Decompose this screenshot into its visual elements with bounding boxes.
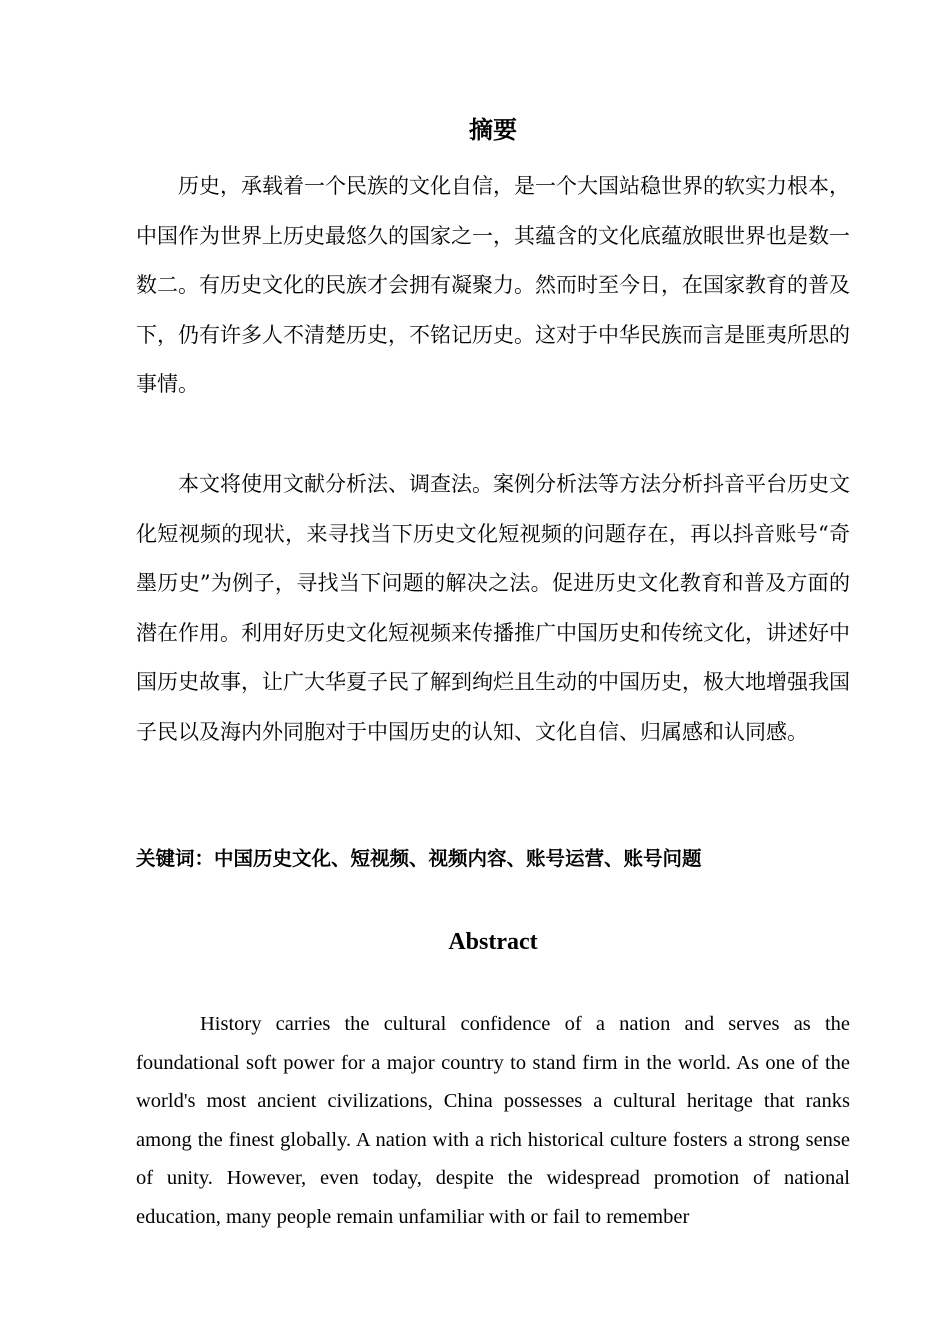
chinese-abstract-title: 摘要: [469, 116, 517, 144]
english-abstract-paragraph: History carries the cultural confidence of a nation and serves as the foundational soft power for a major country to stand firm in the world. As one of the world's most ancient civilizations, China possesses a cultural heritage that ranks among the finest globally. A nation with a rich historical culture fosters a strong sense of unity. However, even today, despite the widespread promotion of national education, many people remain unfamiliar with or fail to remember: [136, 1013, 850, 1228]
chinese-abstract-paragraph-2: 本文将使用文献分析法、调查法。案例分析法等方法分析抖音平台历史文化短视频的现状，来寻找当下历史文化短视频的问题存在，再以抖音账号“奇墨历史”为例子，寻找当下问题的解决之法。促进历史文化教育和普及方面的潜在作用。利用好历史文化短视频来传播推广中国历史和传统文化，讲述好中国历史故事，让广大华夏子民了解到绚烂且生动的中国历史，极大地增强我国子民以及海内外同胞对于中国历史的认知、文化自信、归属感和认同感。: [136, 472, 850, 744]
english-abstract-title: Abstract: [448, 929, 538, 955]
chinese-keywords: 关键词：中国历史文化、短视频、视频内容、账号运营、账号问题: [136, 847, 702, 870]
chinese-abstract-paragraph-1: 历史，承载着一个民族的文化自信，是一个大国站稳世界的软实力根本，中国作为世界上历史最悠久的国家之一，其蕴含的文化底蕴放眼世界也是数一数二。有历史文化的民族才会拥有凝聚力。然而时至今日，在国家教育的普及下，仍有许多人不清楚历史，不铭记历史。这对于中华民族而言是匪夷所思的事情。: [136, 174, 850, 396]
